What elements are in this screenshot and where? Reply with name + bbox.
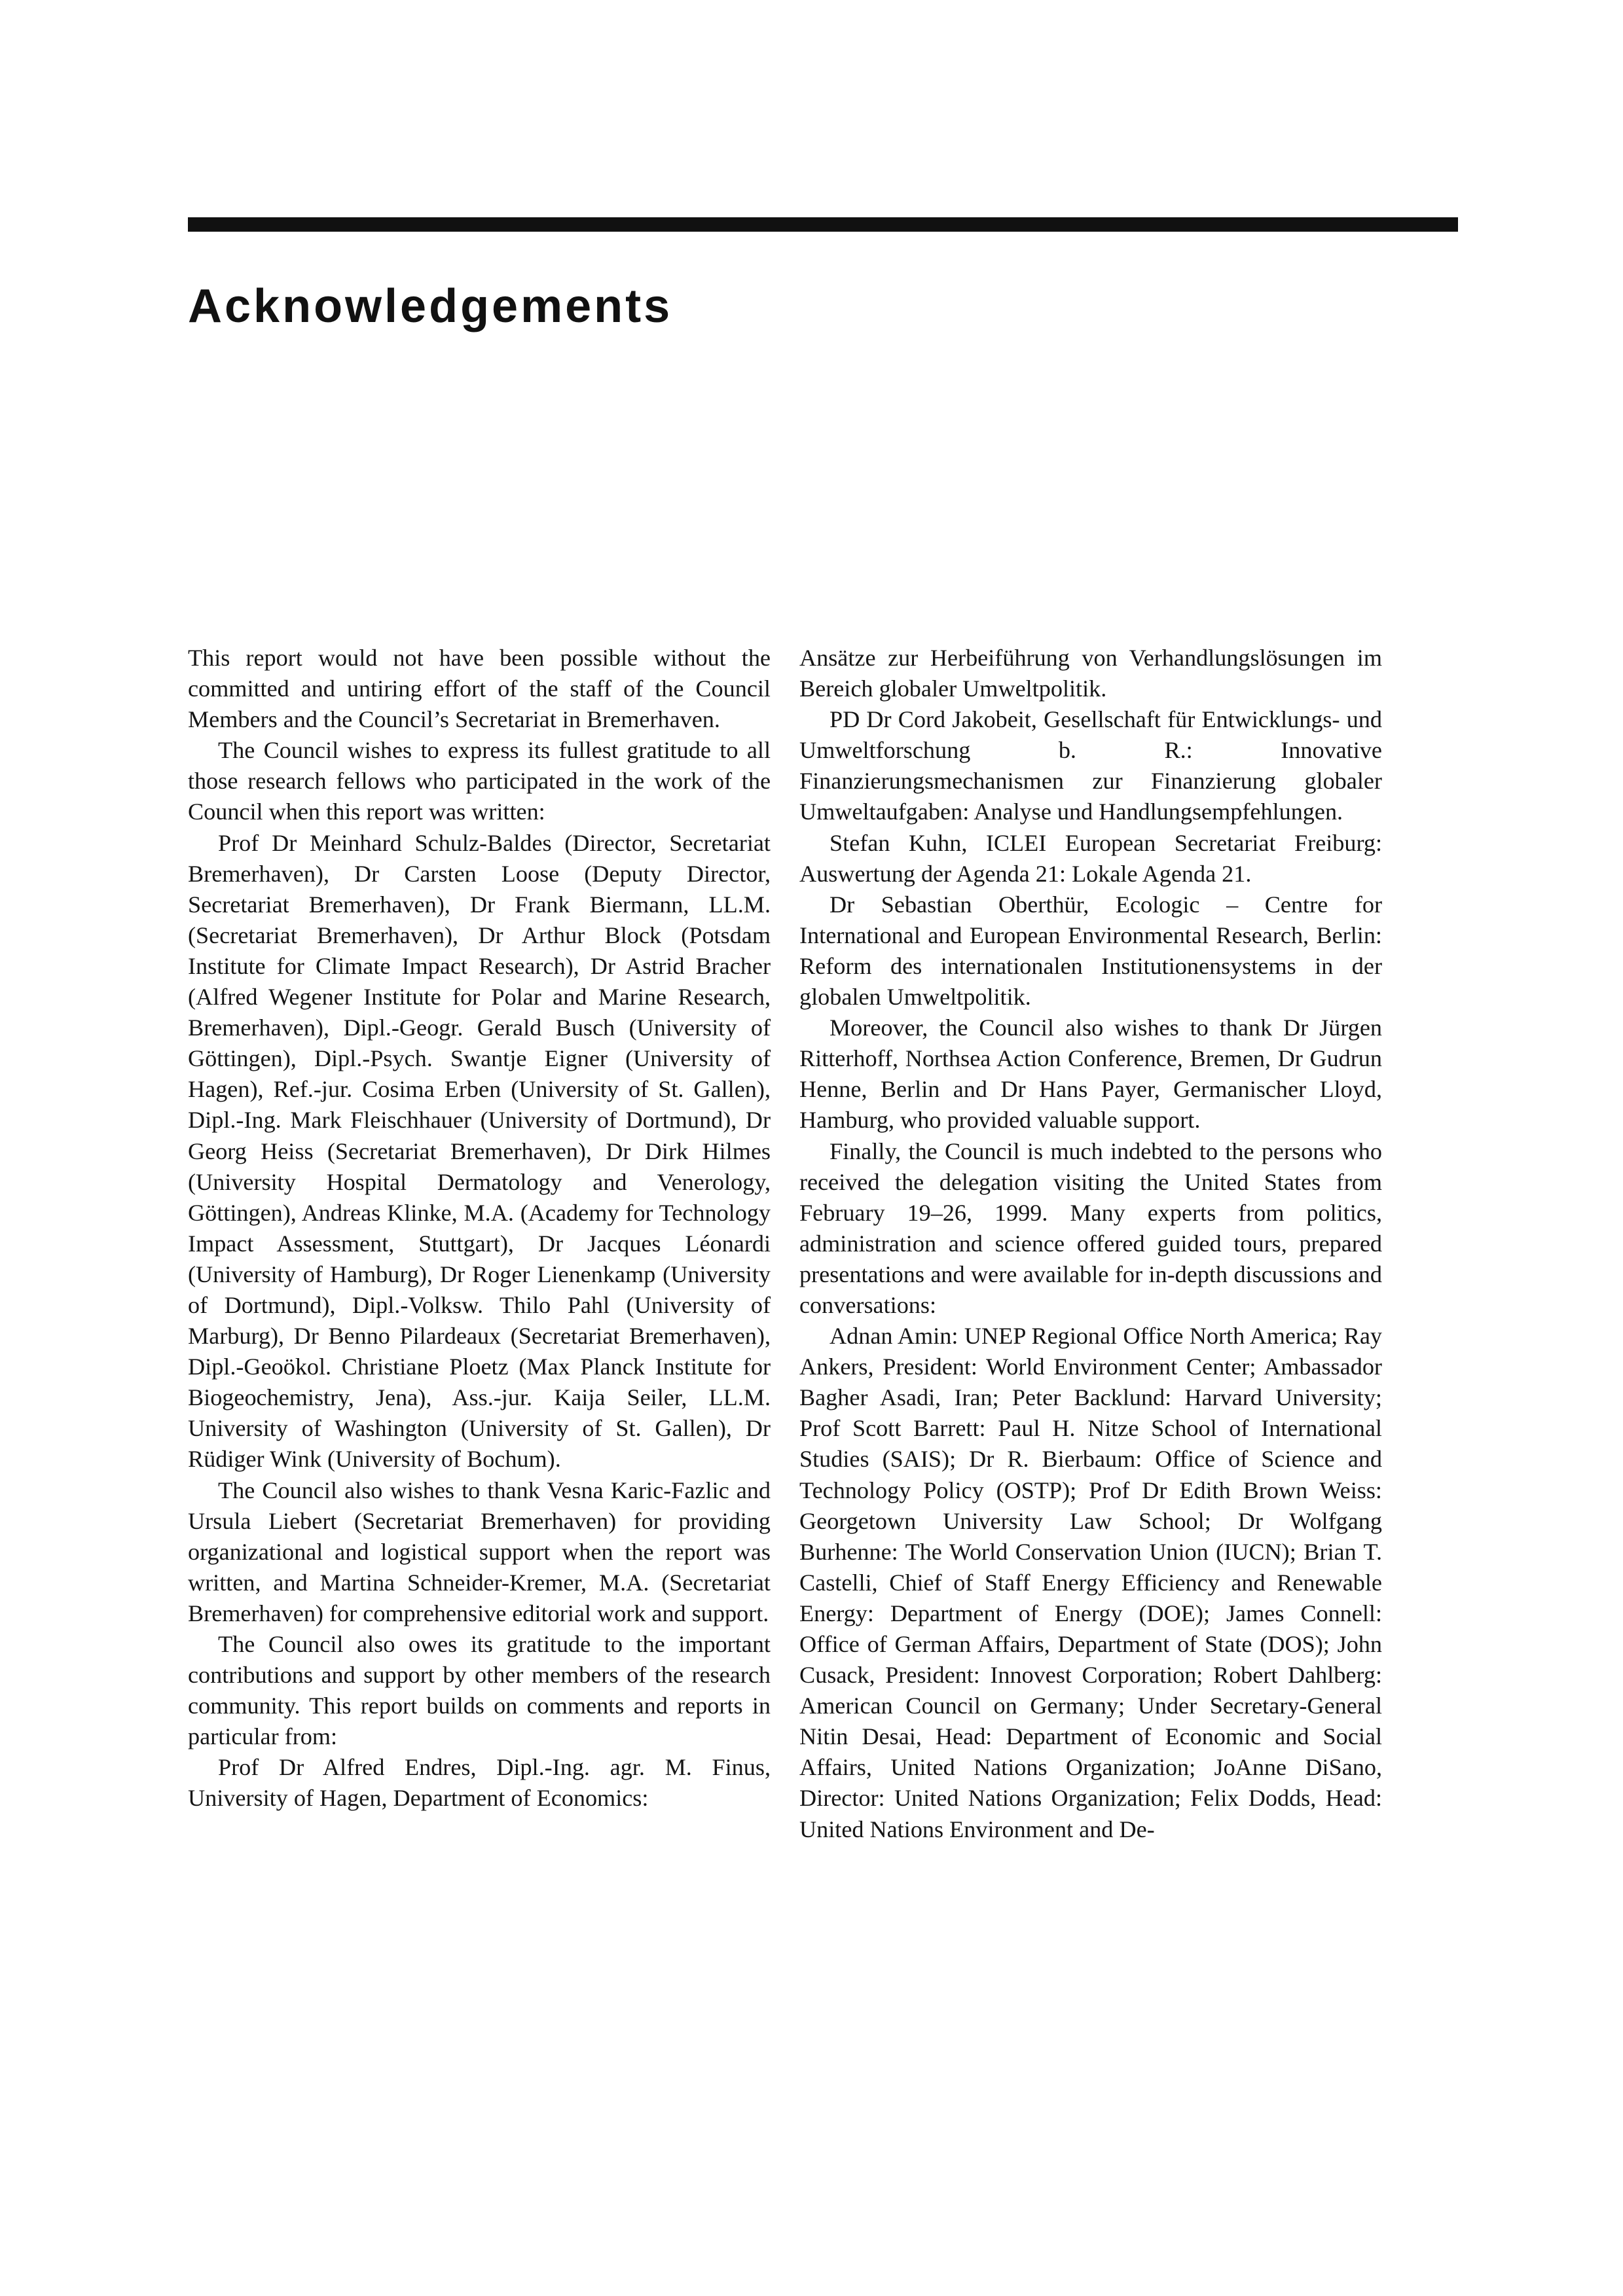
paragraph-continuation: Ansätze zur Herbeiführung von Verhandlungslösungen im Bereich globaler Umweltpolitik. [799,645,1382,702]
paragraph-additional-thanks: Moreover, the Council also wishes to thank Dr Jürgen Ritterhoff, Northsea Action Conference, Bremen, Dr Gudrun Henne, Berlin and Dr Hans Payer, Germanischer Lloyd, Hamburg, who provided valuable support. [799,1014,1382,1134]
paragraph-research-fellows: Prof Dr Meinhard Schulz-Baldes (Director, Secretariat Bremerhaven), Dr Carsten Loose (Deputy Director, Secretariat Bremerhaven), Dr Frank Biermann, LL.M. (Secretariat Bremerhaven), Dr Arthur Block (Potsdam Institute for Climate Impact Research), Dr Astrid Bracher (Alfred Wegener Institute for Polar and Marine Research, Bremerhaven), Dipl.-Geogr. Gerald Busch (University of Göttingen), Dipl.-Psych. Swantje Eigner (University of Hagen), Ref.-jur. Cosima Erben (University of St. Gallen), Dipl.-Ing. Mark Fleischhauer (University of Dortmund), Dr Georg Heiss (Secretariat Bremerhaven), Dr Dirk Hilmes (University Hospital Dermatology and Venerology, Göttingen), Andreas Klinke, M.A. (Academy for Technology Impact Assessment, Stuttgart), Dr Jacques Léonardi (University of Hamburg), Dr Roger Lienenkamp (University of Dortmund), Dipl.-Volksw. Thilo Pahl (University of Marburg), Dr Benno Pilardeaux (Secretariat Bremerhaven), Dipl.-Geoökol. Christiane Ploetz (Max Planck Institute for Biogeochemistry, Jena), Ass.-jur. Kaija Seiler, LL.M. University of Washington (University of St. Gallen), Dr Rüdiger Wink (University of Bochum). [188,829,771,1473]
paragraph-kuhn: Stefan Kuhn, ICLEI European Secretariat Freiburg: Auswertung der Agenda 21: Lokale Agenda 21. [799,829,1382,887]
left-column [188,643,771,1814]
page-title: Acknowledgements [188,280,673,332]
right-column [799,643,1382,1845]
paragraph-intro: This report would not have been possible without the committed and untiring effort of the staff of the Council Members and the Council’s Secretariat in Bremerhaven. [188,645,771,733]
paragraph-support-staff: The Council also wishes to thank Vesna Karic-Fazlic and Ursula Liebert (Secretariat Bremerhaven) for providing organizational and logistical support when the report was written, and Martina Schneider-Kremer, M.A. (Secretariat Bremerhaven) for comprehensive editorial work and support. [188,1477,771,1626]
paragraph-oberthuer: Dr Sebastian Oberthür, Ecologic – Centre for International and European Environmental Research, Berlin: Reform des internationalen Institutionensystems in der globalen Umweltpolitik. [799,891,1382,1011]
paragraph-endres-finus: Prof Dr Alfred Endres, Dipl.-Ing. agr. M. Finus, University of Hagen, Department of Economics: [188,1754,771,1812]
paragraph-delegation: Finally, the Council is much indebted to the persons who received the delegation visiting the United States from February 19–26, 1999. Many experts from politics, administration and science offered guided tours, prepared presentations and were available for in-depth discussions and conversations: [799,1138,1382,1318]
paragraph-experts-list: Adnan Amin: UNEP Regional Office North America; Ray Ankers, President: World Environment Center; Ambassador Bagher Asadi, Iran; Peter Backlund: Harvard University; Prof Scott Barrett: Paul H. Nitze School of International Studies (SAIS); Dr R. Bierbaum: Office of Science and Technology Policy (OSTP); Prof Dr Edith Brown Weiss: Georgetown University Law School; Dr Wolfgang Burhenne: The World Conservation Union (IUCN); Brian T. Castelli, Chief of Staff Energy Efficiency and Renewable Energy: Department of Energy (DOE); James Connell: Office of German Affairs, Department of State (DOS); John Cusack, President: Innovest Corporation; Robert Dahlberg: American Council on Germany; Under Secretary-General Nitin Desai, Head: Department of Economic and Social Affairs, United Nations Organization; JoAnne DiSano, Director: United Nations Organization; Felix Dodds, Head: United Nations Environment and De- [799,1323,1382,1842]
paragraph-research-community: The Council also owes its gratitude to the important contributions and support by other members of the research community. This report builds on comments and reports in particular from: [188,1631,771,1750]
top-rule [188,217,1458,232]
paragraph-gratitude: The Council wishes to express its fullest gratitude to all those research fellows who participated in the work of the Council when this report was written: [188,737,771,825]
paragraph-jakobeit: PD Dr Cord Jakobeit, Gesellschaft für Entwicklungs- und Umweltforschung b. R.: Innovative Finanzierungsmechanismen zur Finanzierung globaler Umweltaufgaben: Analyse und Handlungsempfehlungen. [799,706,1382,825]
